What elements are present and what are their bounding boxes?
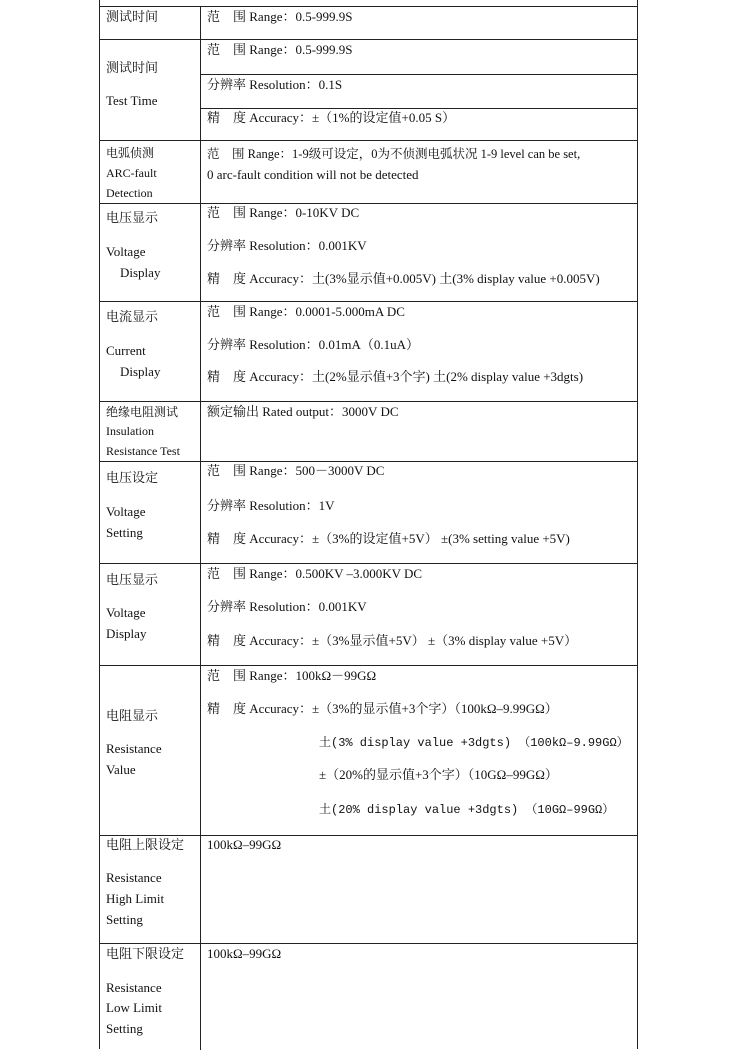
value-cell [201, 302, 637, 401]
label-cn: 电压设定 [106, 470, 159, 485]
spec-resolution: 分辨率 Resolution：0.01mA（0.1uA） [207, 337, 419, 352]
label-en: Voltage [106, 504, 146, 519]
label-en: Setting [106, 912, 143, 927]
table-row [100, 462, 637, 564]
spec-table [99, 0, 638, 1049]
value-cell [201, 944, 637, 1050]
spec-rated-output: 额定输出 Rated output：3000V DC [207, 404, 399, 419]
row-label-cell [100, 7, 201, 39]
spec-range: 范 围 Range：500－3000V DC [207, 463, 385, 478]
spec-accuracy: 精 度 Accuracy：±（3%显示值+5V） ±（3% display value +5V） [207, 633, 578, 648]
spec-range: 范 围 Range：0-10KV DC [207, 205, 360, 220]
label-en: Resistance [106, 741, 162, 756]
table-row [100, 6, 637, 40]
value-cell [201, 402, 637, 461]
label-en: Display [120, 364, 161, 379]
sub-cell [201, 74, 637, 109]
label-cn: 电阻显示 [106, 708, 159, 723]
spec-range: 范 围 Range：0.5-999.9S [207, 9, 353, 24]
label-en: Display [106, 626, 147, 641]
spec-range: 100kΩ–99GΩ [207, 946, 282, 961]
label-en: Resistance [106, 870, 162, 885]
label-en: High Limit [106, 891, 165, 906]
row-label-cell [100, 836, 201, 943]
spec-accuracy-high: ±（20%的显示值+3个字）（10GΩ–99GΩ） [319, 767, 558, 782]
label-en: Voltage [106, 605, 146, 620]
value-cell [201, 141, 637, 203]
row-label-cell [100, 666, 201, 835]
spec-resolution: 分辨率 Resolution：0.1S [207, 77, 343, 92]
spec-range: 范 围 Range：0.5-999.9S [207, 42, 353, 57]
row-label-cell [100, 402, 201, 461]
spec-accuracy: 精 度 Accuracy：±（3%的设定值+5V） ±(3% setting value +5V) [207, 531, 570, 546]
spec-range: 范 围 Range：1-9级可设定，0为不侦测电弧状况 1-9 level can be set, [207, 147, 581, 161]
value-cell [201, 7, 637, 39]
table-row [100, 204, 637, 302]
label-en: Setting [106, 1021, 143, 1036]
label-en: Voltage [106, 244, 146, 259]
value-cell [201, 462, 637, 563]
spec-range-note: 0 arc-fault condition will not be detected [207, 167, 419, 182]
value-cell [201, 836, 637, 943]
row-label-cell [100, 40, 201, 140]
table-row [100, 564, 637, 666]
row-label-cell [100, 141, 201, 203]
label-cn: 测试时间 [106, 60, 159, 75]
table-row [100, 666, 637, 836]
spec-accuracy-en: 土(3% display value +3dgts) （100kΩ–9.99GΩ） [319, 736, 629, 750]
label-cn: 绝缘电阻测试 [106, 405, 179, 419]
spec-resolution: 分辨率 Resolution：0.001KV [207, 599, 367, 614]
label-en: Detection [106, 186, 153, 200]
row-label-cell [100, 302, 201, 401]
label-cn: 电流显示 [106, 309, 159, 324]
value-cell [201, 40, 637, 140]
table-row [100, 40, 637, 141]
spec-range: 范 围 Range：0.0001-5.000mA DC [207, 304, 405, 319]
row-label-cell [100, 204, 201, 301]
spec-accuracy: 精 度 Accuracy：土(2%显示值+3个字) 土(2% display value +3dgts) [207, 369, 584, 384]
label-cn: 电弧侦测 [106, 146, 155, 160]
row-label-cell [100, 944, 201, 1050]
value-cell [201, 666, 637, 835]
label-cn: 电压显示 [106, 572, 159, 587]
spec-accuracy: 精 度 Accuracy：±（1%的设定值+0.05 S） [207, 110, 456, 125]
spec-accuracy: 精 度 Accuracy：±（3%的显示值+3个字）（100kΩ–9.99GΩ） [207, 701, 558, 716]
sub-cell [201, 40, 637, 75]
table-row [100, 141, 637, 204]
value-cell [201, 204, 637, 301]
label-en: Display [120, 265, 161, 280]
spec-accuracy-high-en: 土(20% display value +3dgts) （10GΩ–99GΩ） [319, 803, 615, 817]
row-label-cell [100, 462, 201, 563]
label-cn: 电阻上限设定 [106, 837, 185, 852]
value-cell [201, 564, 637, 665]
table-row [100, 944, 637, 1050]
label-cn: 测试时间 [106, 9, 159, 24]
label-en: Setting [106, 525, 143, 540]
row-label-cell [100, 564, 201, 665]
label-en: Resistance Test [106, 444, 180, 458]
spec-accuracy: 精 度 Accuracy：土(3%显示值+0.005V) 土(3% display value +0.005V) [207, 271, 600, 286]
label-en: ARC-fault [106, 166, 157, 180]
spec-range: 范 围 Range：100kΩ－99GΩ [207, 668, 377, 683]
table-row [100, 836, 637, 944]
label-en: Current [106, 343, 146, 358]
label-en: Insulation [106, 424, 154, 438]
spec-range: 范 围 Range：0.500KV –3.000KV DC [207, 566, 423, 581]
label-en: Value [106, 762, 136, 777]
label-en: Test Time [106, 93, 158, 108]
label-cn: 电阻下限设定 [106, 946, 185, 961]
spec-resolution: 分辨率 Resolution：0.001KV [207, 238, 367, 253]
table-row [100, 302, 637, 402]
label-en: Resistance [106, 980, 162, 995]
spec-resolution: 分辨率 Resolution：1V [207, 498, 335, 513]
spec-range: 100kΩ–99GΩ [207, 837, 282, 852]
table-row [100, 402, 637, 462]
label-en: Low Limit [106, 1000, 162, 1015]
label-cn: 电压显示 [106, 210, 159, 225]
